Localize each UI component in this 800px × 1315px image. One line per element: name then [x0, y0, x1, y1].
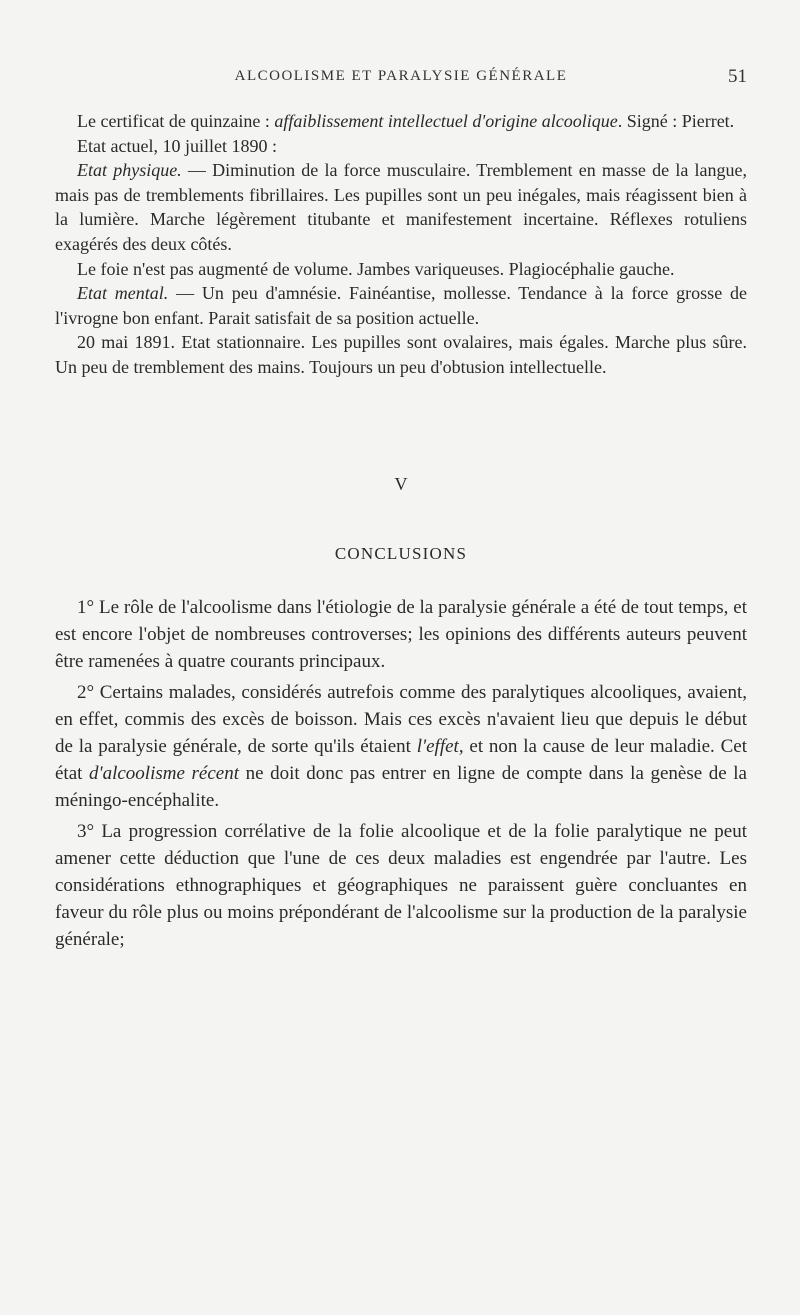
conclusion-2-part3: ne doit donc pas entrer en ligne de compte dans la genèse de la méningo-encéphalite.: [55, 762, 747, 811]
running-header: [55, 68, 747, 98]
conclusion-2-italic2: d'alcoolisme récent: [89, 762, 239, 784]
conclusion-1: 1° Le rôle de l'alcoolisme dans l'étiologie de la paralysie générale a été de tout temps, et est encore l'objet de nombreuses controverses; les opinions des différents auteurs peuvent être ramenées à quatre courants principaux.: [55, 596, 747, 672]
certificate-paragraph: [55, 109, 747, 134]
section-numeral: V: [394, 473, 408, 494]
conclusion-2-part2: , et non la cause de leur maladie. Cet état: [55, 735, 747, 784]
liver-paragraph: Le foie n'est pas augmenté de volume. Jambes variqueuses. Plagiocéphalie gauche.: [77, 258, 675, 279]
certificate-prefix: Le certificat de quinzaine :: [77, 111, 275, 131]
physical-state-text: — Diminution de la force musculaire. Tremblement en masse de la langue, mais pas de tremblements fibrillaires. Les pupilles sont un peu inégales, mais réagissent bien à la lumière. Marche légèrement titubante et manifestement incertaine. Réflexes rotuliens exagérés des deux côtés.: [55, 160, 747, 254]
mental-state-label: Etat mental.: [77, 283, 169, 304]
conclusion-3: 3° La progression corrélative de la folie alcoolique et de la folie paralytique ne peut amener cette déduction que l'une de ces deux maladies est engendrée par l'autre. Les considérations ethnographiques et géographiques ne paraissent guère concluantes en faveur du rôle plus ou moins prépondérant de l'alcoolisme sur la production de la paralysie générale;: [55, 820, 747, 950]
current-state-paragraph: Etat actuel, 10 juillet 1890 :: [77, 135, 277, 156]
physical-state-label: Etat physique.: [77, 160, 182, 181]
book-page: [55, 68, 747, 957]
conclusion-2-italic1: l'effet: [416, 735, 459, 757]
running-title: ALCOOLISME ET PARALYSIE GÉNÉRALE: [234, 68, 568, 84]
conclusions-body: [55, 594, 747, 953]
certificate-signature: . Signé : Pierret.: [617, 111, 735, 131]
mental-state-paragraph: [55, 281, 747, 330]
certificate-diagnosis: affaiblissement intellectuel d'origine alcoolique: [274, 111, 618, 131]
mental-state-text: — Un peu d'amnésie. Fainéantise, mollesse. Tendance à la force grosse de l'ivrogne bon enfant. Parait satisfait de sa position actuelle.: [55, 283, 747, 328]
followup-paragraph: 20 mai 1891. Etat stationnaire. Les pupilles sont ovalaires, mais égales. Marche plus sûre. Un peu de tremblement des mains. Toujours un peu d'obtusion intellectuelle.: [55, 332, 747, 377]
conclusion-2: [55, 679, 747, 814]
section-title: CONCLUSIONS: [334, 543, 468, 563]
physical-state-paragraph: [55, 158, 747, 256]
conclusion-2-part1: 2° Certains malades, considérés autrefois comme des paralytiques alcooliques, avaient, en effet, commis des excès de boisson. Mais ces excès n'avaient lieu que depuis le début de la paralysie générale, de sorte qu'ils étaient: [55, 681, 747, 757]
page-number: 51: [728, 66, 747, 87]
case-report: [55, 109, 747, 380]
